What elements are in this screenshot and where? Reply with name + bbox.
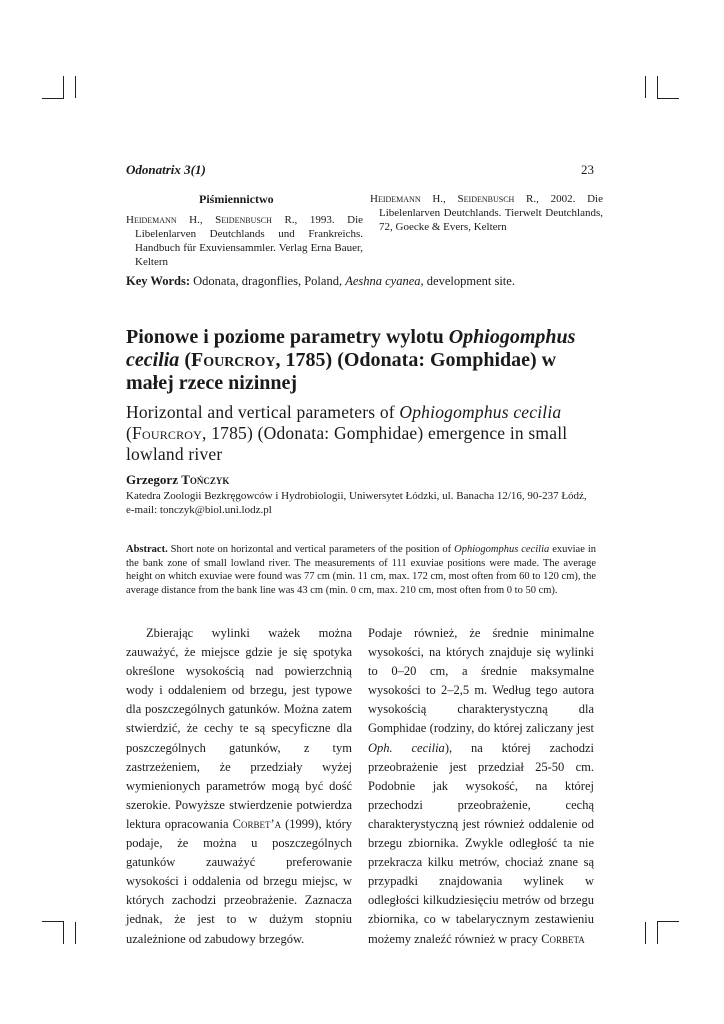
title-en-part1: Horizontal and vertical parameters of [126, 402, 400, 422]
author-email: e-mail: tonczyk@biol.uni.lodz.pl [126, 504, 272, 516]
author-given: Grzegorz [126, 472, 182, 487]
body-right-paragraph [368, 624, 594, 949]
author-name [126, 472, 229, 488]
body-left-paragraph [126, 624, 352, 949]
body-right-text2: ), na której zachodzi przeobrażenie jest przedział 25-50 cm. Podobnie jak wysokość, na której przechodzi przeobrażenie, cechą charakterystyczną jest również oddalenie od brzegu zbiornika. Zwykle odległość ta nie przekracza kilku metrów, chociaż znane są przypadki znajdowania wylinek w odległości kilkudziesięciu metrów od brzegu zbiornika, co w tabelarycznym zestawieniu możemy znaleźć również w pracy [368, 740, 594, 946]
reference-1 [126, 213, 363, 269]
title-pl-part1: Pionowe i poziome parametry wylotu [126, 326, 449, 348]
title-en-part3: , 1785) (Odonata: Gomphidae) emergence in small lowland river [126, 423, 568, 464]
title-pl-part2: ( [179, 349, 191, 371]
crop-mark-br-v2 [657, 922, 658, 944]
crop-mark-tr-v2 [657, 76, 658, 98]
abstract-species: Ophiogomphus cecilia [454, 544, 550, 555]
crop-mark-bl-v1 [63, 922, 64, 944]
body-left-text2: (1999), który podaje, że można u poszczególnych gatunków zauważyć preferowanie wysokości i oddalenia od brzegu miejsc, w których zachodzi przeobrażenie. Zaznacza jednak, że jest to w dużym stopniu uzależnione od zabudowy brzegów. [126, 816, 352, 946]
title-pl-part3: , 1785) (Odonata: Gomphidae) w małej rzece nizinnej [126, 349, 557, 394]
title-pl-author: Fourcroy [190, 349, 276, 371]
reference-1-authors: Heidemann H., Seidenbusch R. [126, 214, 295, 226]
title-pl-species: Ophiogomphus cecilia [126, 326, 576, 371]
crop-mark-tl-h [42, 98, 64, 99]
crop-mark-tl-v1 [63, 76, 64, 98]
crop-mark-tr-h [657, 98, 679, 99]
crop-mark-tl-v2 [75, 76, 76, 98]
body-column-right [368, 624, 594, 949]
abstract-after: exuviae in the bank zone of small lowland river. The measurements of 111 exuviae positions were made. The average height on whitch exuviae were found was 77 cm (min. 11 cm, max. 172 cm, most often from 60 to 120 cm), the average distance from the bank line was 43 cm (min. 0 cm, max. 210 cm, most often from 0 to 50 cm). [126, 544, 596, 597]
reference-2 [370, 192, 603, 234]
abstract [126, 543, 596, 598]
author-family: Tończyk [181, 472, 230, 487]
title-en-part2: ( [126, 423, 133, 443]
crop-mark-bl-v2 [75, 922, 76, 944]
body-left-text1: Zbierając wylinki ważek można zauważyć, że miejsce gdzie je się spotyka określone wysokością nad powierzchnią wody i oddaleniem od brzegu, jest typowe dla poszczególnych gatunków. Można zatem stwierdzić, że cechy te są specyficzne dla poszczególnych gatunków, z tym zastrzeżeniem, że przedziały wyżej wymienionych parametrów mogą być dość szerokie. Powyższe stwierdzenie potwierdza lektura opracowania [126, 626, 352, 831]
body-right-citation: Corbeta [541, 931, 585, 946]
body-right-species: Oph. cecilia [368, 740, 445, 755]
keywords-label: Key Words: [126, 274, 191, 288]
abstract-label: Abstract. [126, 544, 168, 555]
body-column-left [126, 624, 352, 949]
abstract-before: Short note on horizontal and vertical parameters of the position of [167, 544, 455, 555]
crop-mark-br-h [657, 921, 679, 922]
references-heading: Piśmiennictwo [199, 192, 274, 206]
keywords-species: Aeshna cyanea [345, 274, 421, 288]
crop-mark-bl-h [42, 921, 64, 922]
title-english [126, 402, 596, 465]
title-en-species: Ophiogomphus cecilia [399, 402, 562, 422]
title-polish [126, 326, 596, 395]
reference-1-text: , 1993. Die Libelenlarven Deutchlands und Frankreichs. Handbuch für Exuviensammler. Verlag Erna Bauer, Keltern [135, 214, 364, 268]
affiliation-line: Katedra Zoologii Bezkręgowców i Hydrobiologii, Uniwersytet Łódzki, ul. Banacha 12/16, 90-237 Łódź, [126, 490, 587, 502]
reference-2-text: , 2002. Die Libelenlarven Deutchlands. Tierwelt Deutchlands, 72, Goecke & Evers, Keltern [379, 193, 603, 233]
crop-mark-br-v1 [645, 922, 646, 944]
reference-2-authors: Heidemann H., Seidenbusch R. [370, 193, 537, 205]
author-affiliation [126, 489, 596, 517]
keywords [126, 274, 596, 289]
keywords-before: Odonata, dragonflies, Poland, [190, 274, 346, 288]
keywords-after: , development site. [420, 274, 515, 288]
crop-mark-tr-v1 [645, 76, 646, 98]
title-en-author: Fourcroy [132, 423, 203, 443]
body-left-citation: Corbet’a [232, 816, 282, 831]
page-number: 23 [581, 162, 594, 177]
journal-header: Odonatrix 3(1) [126, 162, 206, 177]
body-right-text1: Podaje również, że średnie minimalne wysokości, na których znajduje się wylinki to 0–20 cm, a średnie maksymalne wysokości to 2–2,5 m. Według tego autora wysokością charakterystyczną dla Gomphidae (rodziny, do której zaliczany jest [368, 626, 594, 736]
